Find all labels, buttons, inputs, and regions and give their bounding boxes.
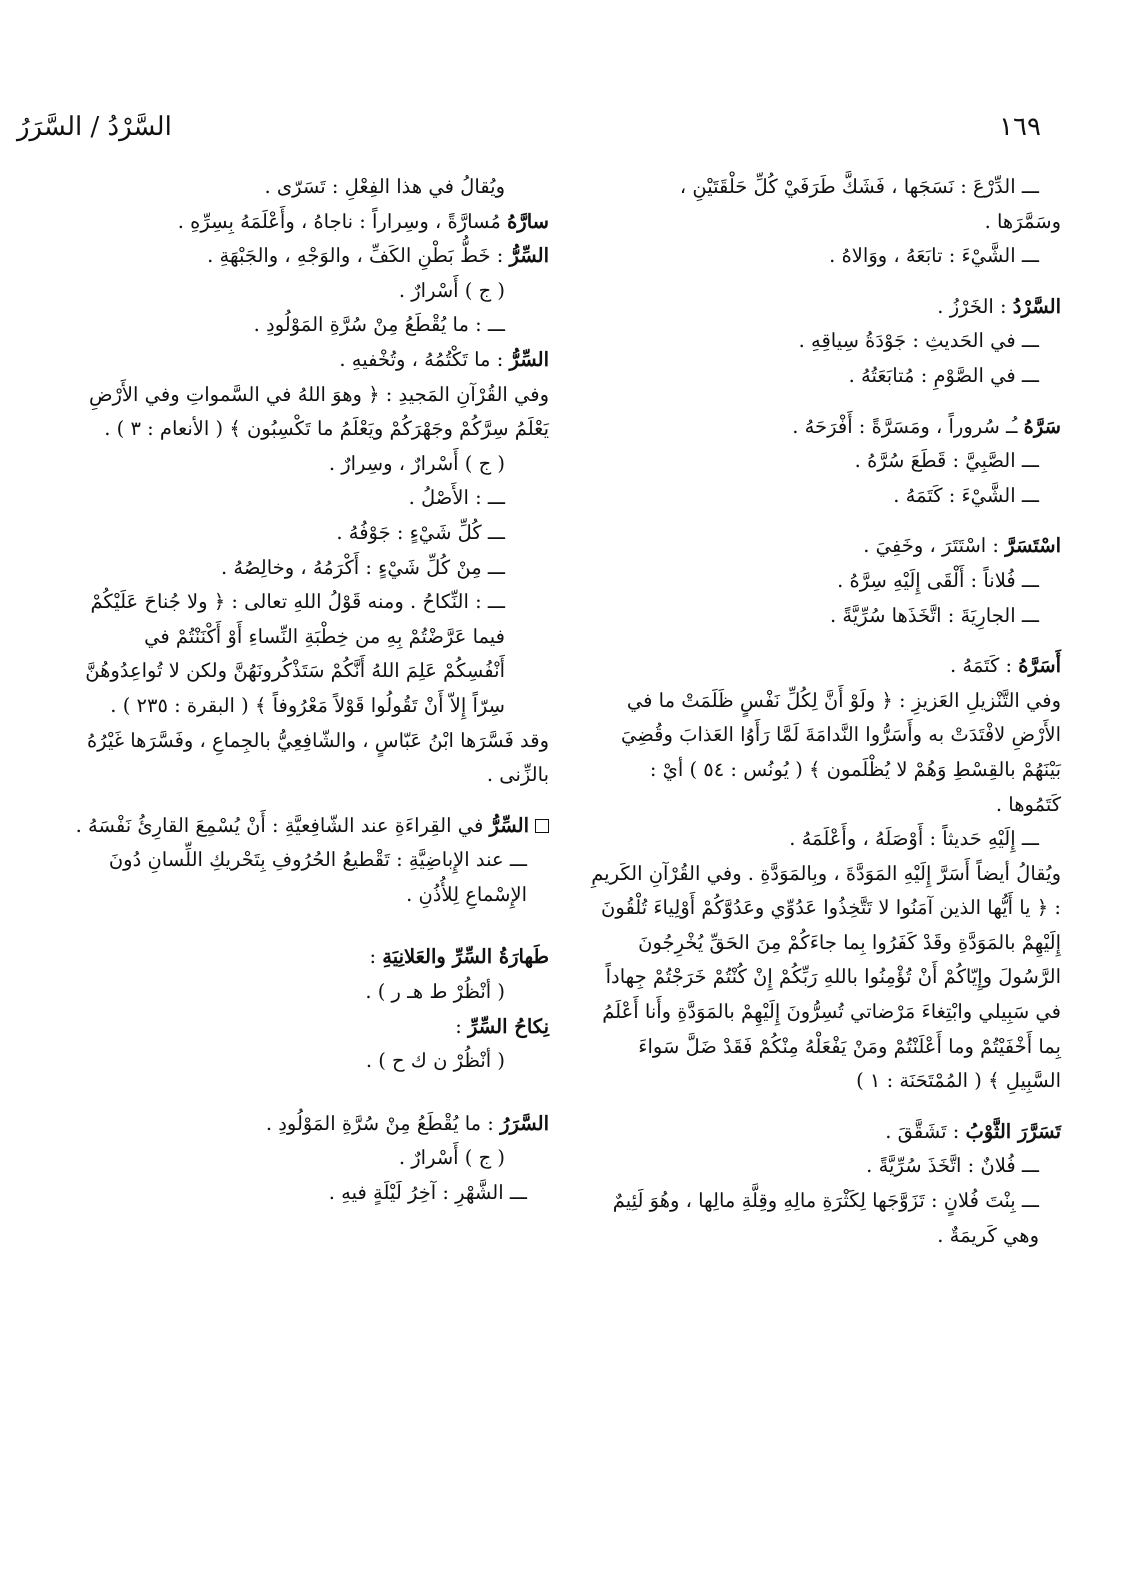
entry-line bbox=[84, 1044, 549, 1079]
entry-text: وفي القُرْآنِ المَجيدِ : ﴿ وهوَ اللهُ في السَّمواتِ وفي الأَرْضِ يَعْلَمُ سِرَّكُمْ وجَهْرَكُمْ ويَعْلَمُ ما تَكْسِبُون ﴾ ( الأنعام : ٣ ) . bbox=[88, 382, 549, 441]
entry-text: وسَمَّرَها . bbox=[984, 209, 1061, 233]
entry-line bbox=[84, 274, 549, 309]
entry-text: ـــ الصَّبِيَّ : قَطَعَ سُرَّهُ . bbox=[854, 449, 1039, 473]
headword: السَّرْدُ bbox=[1012, 294, 1061, 318]
entry-text: : كَتَمَهُ . bbox=[950, 654, 1019, 678]
entry-text: مُسارَّةً ، وسِراراً : ناجاهُ ، وأَعْلَمَهُ بِسِرِّهِ . bbox=[177, 209, 508, 233]
entry-line bbox=[84, 724, 549, 793]
entry-text: ـــ عند الإِباضِيَّةِ : تَقْطيعُ الحُرُوفِ بِتَحْريكِ اللِّسانِ دُونَ الإِسْماعِ لِلأُذُنِ . bbox=[108, 848, 527, 906]
entry-text: ـــ : النِّكاحُ . ومنه قَوْلُ اللهِ تعالى : ﴿ ولا جُناحَ عَلَيْكُمْ فيما عَرَّضْتُمْ بِهِ من خِطْبَةِ النِّساءِ أَوْ أَكْنَنْتُمْ في أَنْفُسِكُمْ عَلِمَ اللهُ أَنَّكُمْ سَتَذْكُرونَهُنَّ ولكن لا تُواعِدُوهُنَّ سِرّاً إِلاّ أَنْ تَقُولُوا قَوْلاً مَعْرُوفاً ﴾ ( البقرة : ٢٣٥ ) . bbox=[85, 590, 505, 717]
entry-line bbox=[84, 516, 549, 551]
entry-text: ويُقالُ أيضاً أَسَرَّ إِلَيْهِ المَوَدَّةَ ، وبِالمَوَدَّةِ . وفي القُرْآنِ الكَريمِ : ﴿ يا أَيُّها الذين آمَنُوا لا تَتَّخِذُوا عَدُوِّي وعَدُوَّكُمْ أَوْلِياءَ تُلْقُونَ إِلَيْهِمْ بالمَوَدَّةِ وقَدْ كَفَرُوا بِما جاءَكُمْ مِنَ الحَقِّ يُخْرِجُونَ الرَّسُولَ وإِيّاكُمْ أَنْ تُؤْمِنُوا باللهِ رَبِّكُمْ إِنْ كُنْتُمْ خَرَجْتُمْ جِهاداً في سَبِيلي وابْتِغاءَ مَرْضاتي تُسِرُّونَ إِلَيْهِمْ بالمَوَدَّةِ وأَنا أَعْلَمُ بِما أَخْفَيْتُمْ وما أَعْلَنْتُمْ ومَنْ يَفْعَلْهُ مِنْكُمْ فَقَدْ ضَلَّ سَواءَ السَّبِيلِ ﴾ ( المُمْتَحَنَة : ١ ) bbox=[591, 861, 1061, 1093]
dictionary-entry bbox=[591, 290, 1061, 325]
entry-text: ـــ كُلِّ شَيْءٍ : جَوْفُهُ . bbox=[336, 520, 505, 544]
running-title: السَّرْدُ / السَّرَرُ bbox=[17, 112, 172, 142]
entry-text: وقد فَسَّرَها ابْنُ عَبّاسٍ ، والشّافِعِيُّ بالجِماعِ ، وفَسَّرَها غَيْرُهُ بالزِّنى . bbox=[86, 728, 549, 787]
entry-text: ( ج ) أَسْرارٌ . bbox=[398, 278, 505, 302]
entry-text: ـــ الشَّيْءَ : تابَعَهُ ، ووَالاهُ . bbox=[829, 244, 1039, 268]
entry-text: ـــ : ما يُقْطَعُ مِنْ سُرَّةِ المَوْلُودِ . bbox=[253, 313, 505, 337]
headword: طَهارَةُ السِّرِّ والعَلانِيَةِ bbox=[382, 945, 549, 969]
entry-text: : bbox=[369, 945, 383, 969]
dictionary-entry bbox=[75, 809, 549, 844]
dictionary-entry bbox=[84, 1107, 549, 1142]
dictionary-entry bbox=[84, 940, 549, 975]
entry-line bbox=[84, 1141, 549, 1176]
spacer bbox=[591, 513, 1061, 529]
left-column bbox=[75, 170, 549, 1211]
dictionary-entry bbox=[591, 649, 1061, 684]
headword: السِّرُّ bbox=[489, 813, 529, 837]
entry-line bbox=[84, 378, 549, 447]
entry-text: ـــ الشَّيْءَ : كَتَمَهُ . bbox=[893, 483, 1039, 507]
headword: نِكاحُ السِّرِّ bbox=[467, 1014, 549, 1038]
entry-text: ( ج ) أَسْرارٌ ، وسِرارٌ . bbox=[328, 451, 505, 475]
entry-text: ـــ الدِّرْعَ : نَسَجَها ، فَشَكَّ طَرَفَيْ كُلِّ حَلْقَتَيْنِ ، bbox=[679, 175, 1039, 198]
entry-line bbox=[591, 170, 1061, 205]
entry-line bbox=[591, 599, 1061, 634]
entry-text: : الخَرْزُ . bbox=[937, 294, 1013, 318]
headword: سارَّهُ bbox=[507, 209, 549, 233]
entry-line bbox=[591, 1184, 1061, 1253]
spacer bbox=[84, 1079, 549, 1107]
entry-text: ـــ في الصَّوْمِ : مُتابَعَتُهُ . bbox=[848, 363, 1039, 387]
entry-text: : ما يُقْطَعُ مِنْ سُرَّةِ المَوْلُودِ . bbox=[265, 1111, 501, 1135]
entry-text: : خَطُّ بَطْنِ الكَفِّ ، والوَجْهِ ، والجَبْهَةِ . bbox=[207, 244, 510, 268]
entry-line bbox=[591, 857, 1061, 1099]
entry-line bbox=[84, 170, 549, 205]
entry-line bbox=[84, 481, 549, 516]
entry-text: : تَشَقَّقَ . bbox=[885, 1119, 966, 1143]
headword: أَسَرَّهُ bbox=[1018, 654, 1061, 678]
spacer bbox=[84, 912, 549, 940]
entry-text: ( أنْظُرْ ن ك ح ) . bbox=[365, 1049, 505, 1073]
entry-text: ( ج ) أَسْرارٌ . bbox=[398, 1146, 505, 1170]
entry-line bbox=[84, 447, 549, 482]
dictionary-entry bbox=[591, 1115, 1061, 1150]
spacer bbox=[591, 274, 1061, 290]
headword: سَرَّهُ bbox=[1023, 414, 1061, 438]
dictionary-entry bbox=[84, 1010, 549, 1045]
entry-line bbox=[591, 564, 1061, 599]
headword: السِّرُّ bbox=[509, 347, 549, 371]
entry-line bbox=[84, 308, 549, 343]
spacer bbox=[84, 793, 549, 809]
page-header bbox=[0, 112, 1127, 152]
entry-line bbox=[84, 1176, 549, 1211]
entry-line bbox=[84, 585, 549, 723]
entry-text: ـــ الشَّهْرِ : آخِرُ لَيْلَةٍ فيهِ . bbox=[328, 1181, 527, 1205]
headword: السِّرُّ bbox=[509, 244, 549, 268]
entry-line bbox=[84, 843, 549, 912]
entry-text: ( أنْظُرْ ط هـ ر ) . bbox=[365, 980, 505, 1004]
spacer bbox=[591, 633, 1061, 649]
entry-text: ـــ : الأَصْلُ . bbox=[408, 486, 505, 510]
page-number: ١٦٩ bbox=[999, 112, 1041, 142]
spacer bbox=[591, 1099, 1061, 1115]
entry-text: : bbox=[455, 1014, 468, 1038]
entry-line bbox=[84, 975, 549, 1010]
entry-text: في القِراءَةِ عند الشّافِعيَّةِ : أَنْ يُسْمِعَ القارِئُ نَفْسَهُ . bbox=[75, 813, 490, 837]
dictionary-entry bbox=[591, 529, 1061, 564]
entry-text: وفي التَّنْزيلِ العَزيزِ : ﴿ ولَوْ أَنَّ لِكُلِّ نَفْسٍ ظَلَمَتْ ما في الأَرْضِ لافْتَدَتْ به وأَسَرُّوا النَّدامَةَ لَمَّا رَأَوُا العَذابَ وقُضِيَ بَيْنَهُمْ بالقِسْطِ وَهُمْ لا يُظْلَمون ﴾ ( يُونُس : ٥٤ ) أيْ : كَتَمُوها . bbox=[621, 688, 1061, 816]
right-column bbox=[591, 170, 1061, 1253]
entry-text: ـــ فُلانٌ : اتَّخَذَ سُرِّيَّةً . bbox=[866, 1154, 1039, 1178]
headword: تَسَرَّرَ الثَّوْبُ bbox=[965, 1119, 1061, 1143]
dictionary-entry bbox=[84, 343, 549, 378]
entry-line bbox=[591, 1149, 1061, 1184]
entry-text: ـُـ سُروراً ، ومَسَرَّةً : أَفْرَحَهُ . bbox=[792, 414, 1024, 438]
dictionary-entry bbox=[591, 410, 1061, 445]
dictionary-entry bbox=[84, 205, 549, 240]
entry-line bbox=[591, 359, 1061, 394]
entry-text: ـــ بِنْتَ فُلانٍ : تَزَوَّجَها لِكَثْرَةِ مالِهِ وقِلَّةِ مالِها ، وهُوَ لَئِيمٌ وهي كَريمَةٌ . bbox=[612, 1189, 1039, 1247]
entry-line bbox=[84, 551, 549, 586]
entry-text: ـــ فُلاناً : أَلْقَى إِلَيْهِ سِرَّهُ . bbox=[837, 568, 1039, 592]
entry-line bbox=[591, 444, 1061, 479]
headword: السَّرَرُ bbox=[500, 1111, 549, 1135]
entry-line bbox=[591, 324, 1061, 359]
entry-text: ـــ إِلَيْهِ حَديثاً : أَوْصَلَهُ ، وأَعْلَمَهُ . bbox=[789, 827, 1039, 851]
entry-line bbox=[591, 822, 1061, 857]
headword: اسْتَسَرَّ bbox=[1005, 534, 1061, 558]
entry-line bbox=[591, 205, 1061, 240]
square-marker-icon bbox=[535, 819, 549, 833]
dictionary-entry bbox=[84, 239, 549, 274]
entry-text: ـــ الجارِيَةَ : اتَّخَذَها سُرِّيَّةً . bbox=[830, 603, 1039, 627]
spacer bbox=[591, 394, 1061, 410]
entry-text: ويُقالُ في هذا الفِعْلِ : تَسَرّى . bbox=[264, 175, 505, 198]
entry-text: ـــ مِنْ كُلِّ شَيْءٍ : أَكْرَمُهُ ، وخالِصُهُ . bbox=[221, 555, 505, 579]
entry-text: : ما تَكْتُمُهُ ، وتُخْفيهِ . bbox=[339, 347, 510, 371]
entry-line bbox=[591, 684, 1061, 822]
entry-line bbox=[591, 479, 1061, 514]
entry-text: : اسْتَتَرَ ، وخَفِيَ . bbox=[863, 534, 1006, 558]
entry-line bbox=[591, 239, 1061, 274]
entry-text: ـــ في الحَديثِ : جَوْدَةُ سِياقِهِ . bbox=[798, 329, 1039, 353]
